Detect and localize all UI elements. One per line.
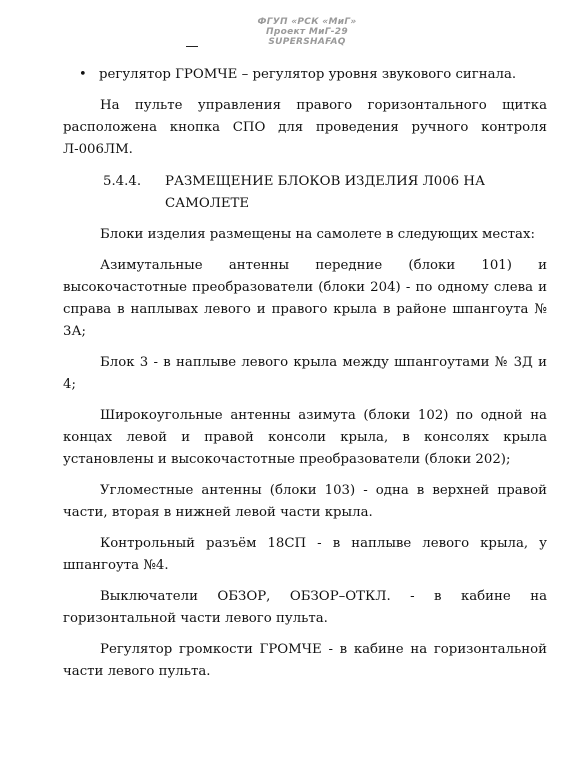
header-watermark — [0, 17, 584, 47]
paragraph-block-3: Блок 3 - в наплыве левого крыла между шпангоутами № 3Д и 4; — [63, 355, 547, 392]
paragraph-azimuth-antennas: Азимутальные антенны передние (блоки 101) и высокочастотные преобразователи (блоки 204) - по одному слева и справа в наплывах левого и правого крыла в районе шпангоута № 3А; — [63, 258, 547, 339]
paragraph-volume-control: Регулятор громкости ГРОМЧЕ - в кабине на горизонтальной части левого пульта. — [63, 642, 547, 679]
document-body — [63, 64, 547, 692]
bullet-text: регулятор ГРОМЧЕ – регулятор уровня звукового сигнала. — [99, 67, 517, 82]
header-dash — [186, 46, 198, 47]
bullet-icon: • — [79, 67, 87, 82]
paragraph-intro: Блоки изделия размещены на самолете в следующих местах: — [100, 227, 535, 242]
section-title: РАЗМЕЩЕНИЕ БЛОКОВ ИЗДЕЛИЯ Л006 НА САМОЛЕТЕ — [165, 174, 486, 211]
bullet-item — [79, 64, 547, 86]
paragraph-spo-button: На пульте управления правого горизонтального щитка расположена кнопка СПО для проведения ручного контроля Л-006ЛМ. — [63, 98, 547, 157]
paragraph-elevation-antennas: Угломестные антенны (блоки 103) - одна в верхней правой части, вторая в нижней левой части крыла. — [63, 483, 547, 520]
header-line-project: Проект МиГ-29 — [266, 27, 348, 37]
header-line-company: ФГУП «РСК «МиГ» — [257, 17, 357, 27]
section-heading — [103, 171, 547, 215]
paragraph-switches: Выключатели ОБЗОР, ОБЗОР–ОТКЛ. - в кабине на горизонтальной части левого пульта. — [63, 589, 547, 626]
paragraph-test-connector: Контрольный разъём 18СП - в наплыве левого крыла, у шпангоута №4. — [63, 536, 547, 573]
header-line-code: SUPERSHAFAQ — [268, 37, 346, 47]
section-number: 5.4.4. — [103, 174, 142, 189]
paragraph-wide-angle-antennas: Широкоугольные антенны азимута (блоки 102) по одной на концах левой и правой консоли крыла, в консолях крыла установлены и высокочастотные преобразователи (блоки 202); — [63, 408, 547, 467]
